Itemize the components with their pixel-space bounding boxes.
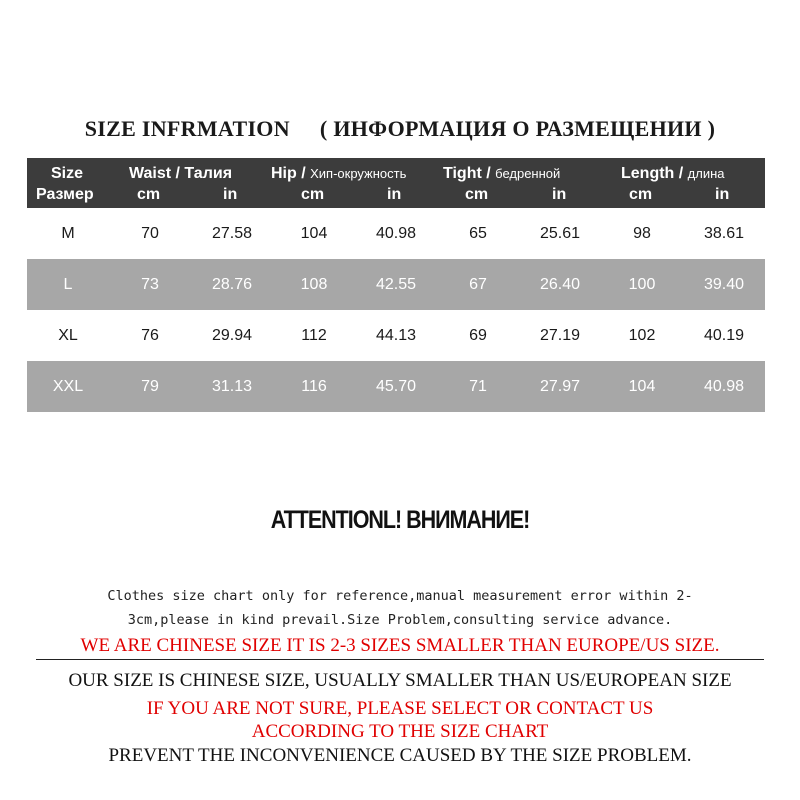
header-length-ru: длина [687, 166, 725, 181]
header-waist-cm: cm [137, 186, 161, 203]
title-ru: ( ИНФОРМАЦИЯ О РАЗМЕЩЕНИИ ) [319, 116, 716, 141]
cell-waist-cm: 73 [141, 275, 159, 293]
header-tight-ru: бедренной [495, 166, 561, 181]
note-line-1: Clothes size chart only for reference,manual measurement error within 2- [107, 588, 693, 604]
cell-waist-in: 28.76 [211, 275, 253, 293]
cell-length-cm: 98 [633, 224, 651, 242]
cell-length-cm: 102 [628, 326, 656, 344]
cell-hip-in: 42.55 [375, 275, 417, 293]
header-tight-en: Tight / [443, 165, 496, 182]
cell-tight-in: 27.97 [539, 377, 581, 395]
cell-waist-cm: 79 [141, 377, 159, 395]
header-hip-en: Hip / [271, 165, 311, 182]
cell-hip-cm: 116 [301, 377, 327, 395]
cell-hip-cm: 108 [300, 275, 328, 293]
cell-length-in: 39.40 [703, 275, 745, 293]
size-table [27, 158, 765, 412]
table-row [27, 208, 765, 259]
cell-size: XXL [52, 377, 84, 395]
header-size: Size [51, 165, 84, 182]
header-waist: Waist / Талия [129, 165, 233, 182]
bottom-line-2: IF YOU ARE NOT SURE, PLEASE SELECT OR CONTACT US [146, 698, 654, 719]
bottom-line-4: PREVENT THE INCONVENIENCE CAUSED BY THE SIZE PROBLEM. [108, 745, 692, 766]
header-length-cm: cm [629, 186, 653, 203]
bottom-line-1: OUR SIZE IS CHINESE SIZE, USUALLY SMALLER THAN US/EUROPEAN SIZE [68, 670, 732, 691]
cell-hip-in: 44.13 [375, 326, 417, 344]
cell-length-cm: 100 [628, 275, 656, 293]
cell-size: XL [58, 326, 78, 344]
header-hip [271, 165, 406, 183]
header-tight [443, 165, 560, 183]
cell-tight-in: 26.40 [539, 275, 581, 293]
cell-waist-in: 29.94 [211, 326, 253, 344]
header-tight-cm: cm [465, 186, 489, 203]
cell-length-in: 40.98 [703, 377, 745, 395]
header-hip-in: in [387, 186, 402, 203]
cell-length-cm: 104 [628, 377, 656, 395]
table-header [27, 158, 765, 208]
divider [36, 659, 764, 660]
cell-tight-cm: 65 [469, 224, 487, 242]
table-row [27, 259, 765, 310]
table-row [27, 361, 765, 412]
header-length [621, 165, 725, 183]
table-row [27, 310, 765, 361]
header-tight-in: in [552, 186, 567, 203]
cell-hip-cm: 112 [301, 326, 327, 344]
header-length-en: Length / [621, 165, 688, 182]
cell-tight-cm: 67 [469, 275, 487, 293]
header-length-in: in [715, 186, 730, 203]
cell-tight-in: 25.61 [539, 224, 581, 242]
cell-hip-cm: 104 [300, 224, 328, 242]
cell-length-in: 38.61 [703, 224, 745, 242]
header-hip-ru: Хип-окружность [310, 166, 407, 181]
cell-waist-in: 27.58 [211, 224, 253, 242]
cell-tight-cm: 69 [469, 326, 487, 344]
cell-hip-in: 40.98 [375, 224, 417, 242]
cell-hip-in: 45.70 [375, 377, 417, 395]
attention-heading: ATTENTIONL! ВНИМАНИЕ! [270, 506, 530, 534]
header-size-ru: Размер [36, 186, 94, 203]
title-en: SIZE INFRMATION [84, 116, 290, 141]
reference-note [30, 584, 770, 632]
header-hip-cm: cm [301, 186, 325, 203]
cell-waist-cm: 76 [141, 326, 159, 344]
note-line-2: 3cm,please in kind prevail.Size Problem,consulting service advance. [127, 612, 673, 628]
cell-length-in: 40.19 [703, 326, 745, 344]
chinese-size-warning: WE ARE CHINESE SIZE IT IS 2-3 SIZES SMALLER THAN EUROPE/US SIZE. [80, 635, 720, 656]
page-title [0, 116, 800, 142]
cell-tight-cm: 71 [469, 377, 487, 395]
cell-size: L [63, 275, 73, 293]
header-waist-in: in [223, 186, 238, 203]
cell-size: M [61, 224, 75, 242]
cell-waist-in: 31.13 [211, 377, 253, 395]
bottom-line-3: ACCORDING TO THE SIZE CHART [251, 721, 549, 742]
cell-tight-in: 27.19 [539, 326, 581, 344]
cell-waist-cm: 70 [141, 224, 159, 242]
